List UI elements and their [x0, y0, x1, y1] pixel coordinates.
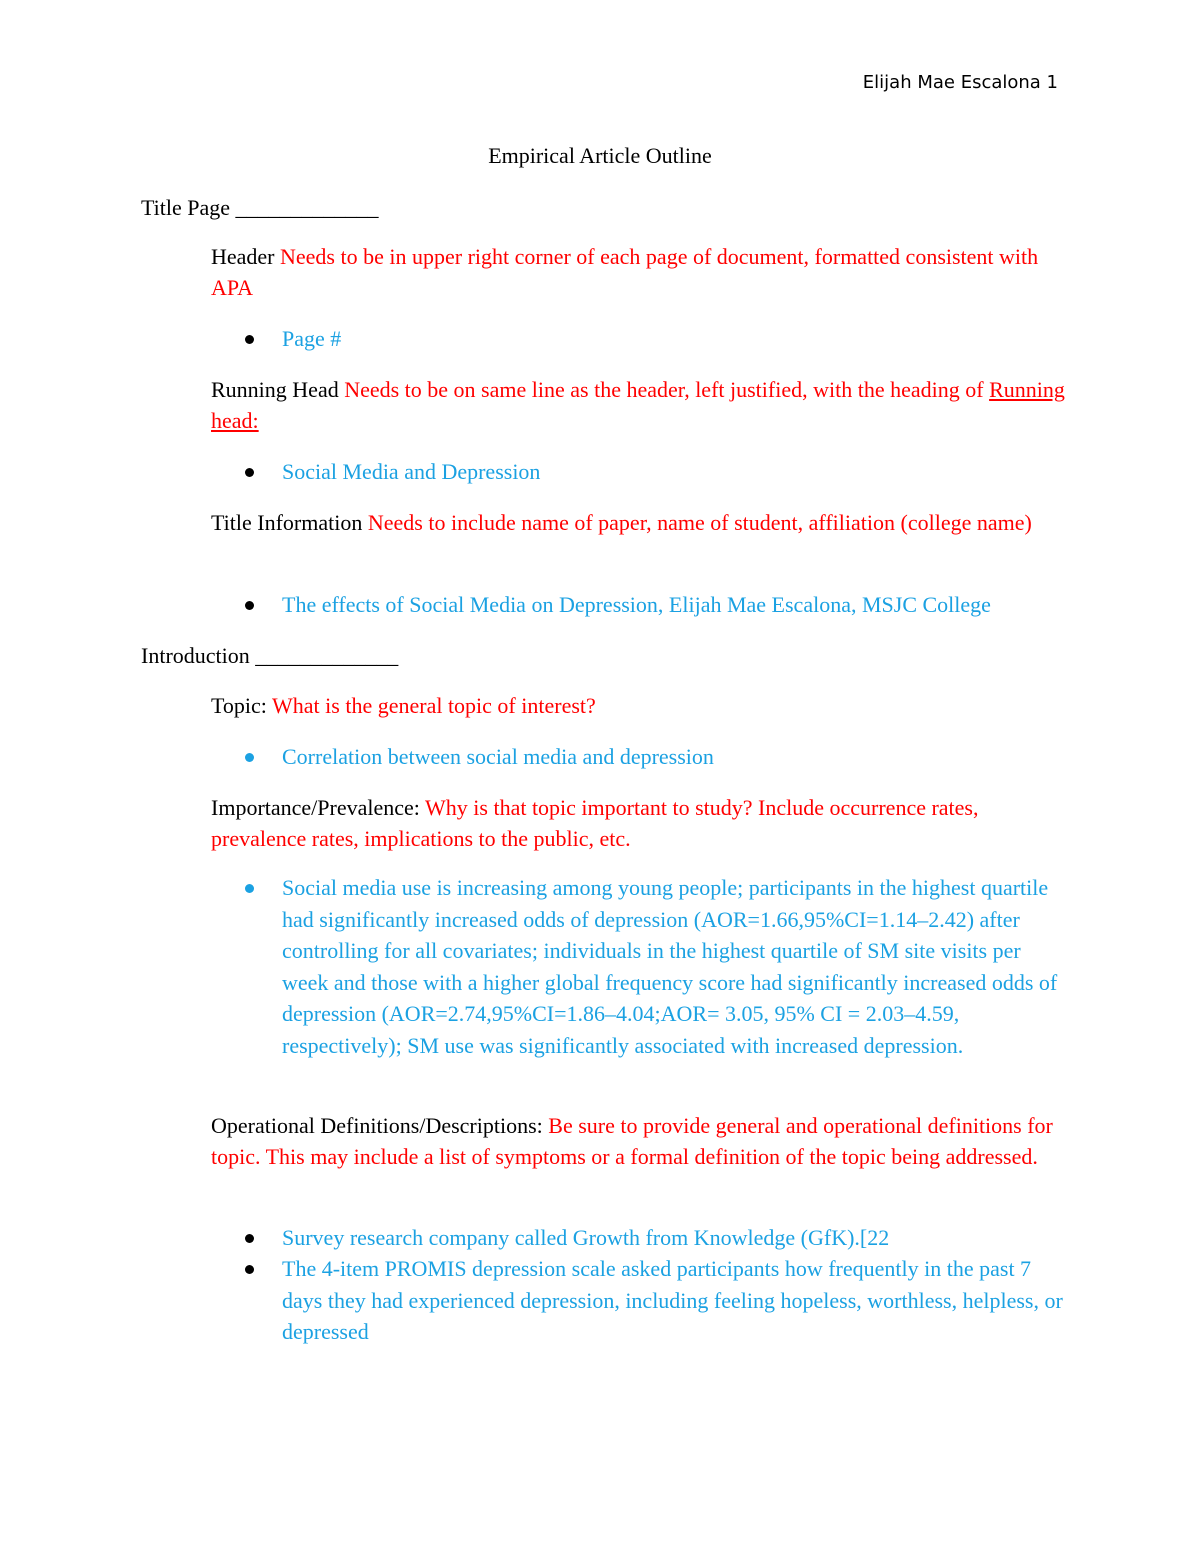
blank-line: _____________ [235, 195, 379, 220]
item-instruction: Needs to be on same line as the header, left justified, with the heading of [344, 377, 984, 402]
item-instruction: Why is that topic important to study? Include occurrence rates, prevalence rates, implications to the public, etc. [211, 795, 979, 851]
item-label: Topic: [211, 693, 267, 718]
operational-item [211, 1110, 1066, 1172]
section-label: Title Page [141, 195, 231, 220]
item-label: Running Head [211, 377, 339, 402]
item-instruction: Be sure to provide general and operational definitions for topic. This may include a list of symptoms or a formal definition of the topic being addressed. [211, 1113, 1053, 1169]
section-introduction [141, 640, 398, 671]
bullet-icon [245, 468, 254, 477]
item-label: Header [211, 244, 275, 269]
page-header: Elijah Mae Escalona 1 [862, 72, 1058, 93]
item-instruction: What is the general topic of interest? [272, 693, 596, 718]
topic-item [211, 690, 596, 721]
item-label: Title Information [211, 510, 363, 535]
bullet-icon [245, 601, 254, 610]
bullet-page-number: Page # [282, 323, 1072, 355]
section-label: Introduction [141, 643, 250, 668]
bullet-icon [245, 1265, 254, 1274]
bullet-icon [245, 753, 254, 762]
section-title-page [141, 192, 379, 223]
bullet-importance: Social media use is increasing among young people; participants in the highest quartile had significantly increased odds of depression (AOR=1.66,95%CI=1.14–2.42) after controlling for all covariates; individuals in the highest quartile of SM site visits per week and those with a higher global frequency score had significantly increased odds of depression (AOR=2.74,95%CI=1.86–4.04;AOR= 3.05, 95% CI = 2.03–4.59, respectively); SM use was significantly associated with increased depression. [282, 872, 1072, 1061]
bullet-icon [245, 1234, 254, 1243]
header-item [211, 241, 1066, 303]
item-instruction: Needs to be in upper right corner of each page of document, formatted consistent with APA [211, 244, 1039, 300]
bullet-title-information: The effects of Social Media on Depression, Elijah Mae Escalona, MSJC College [282, 589, 1072, 621]
running-head-item [211, 374, 1066, 436]
bullet-operational-2: The 4-item PROMIS depression scale asked participants how frequently in the past 7 days they had experienced depression, including feeling hopeless, worthless, helpless, or depressed [282, 1253, 1072, 1348]
item-instruction: Needs to include name of paper, name of student, affiliation (college name) [367, 510, 1032, 535]
item-label: Operational Definitions/Descriptions: [211, 1113, 543, 1138]
bullet-operational-1: Survey research company called Growth from Knowledge (GfK).[22 [282, 1222, 1072, 1254]
bullet-icon [245, 335, 254, 344]
bullet-running-head: Social Media and Depression [282, 456, 1072, 488]
importance-item [211, 792, 1066, 854]
item-instruction-underlined: Running head: [211, 377, 1065, 433]
document-title: Empirical Article Outline [488, 143, 712, 168]
bullet-icon [245, 884, 254, 893]
bullet-topic: Correlation between social media and depression [282, 741, 1072, 773]
item-label: Importance/Prevalence: [211, 795, 420, 820]
blank-line: _____________ [255, 643, 399, 668]
title-information-item [211, 507, 1066, 538]
